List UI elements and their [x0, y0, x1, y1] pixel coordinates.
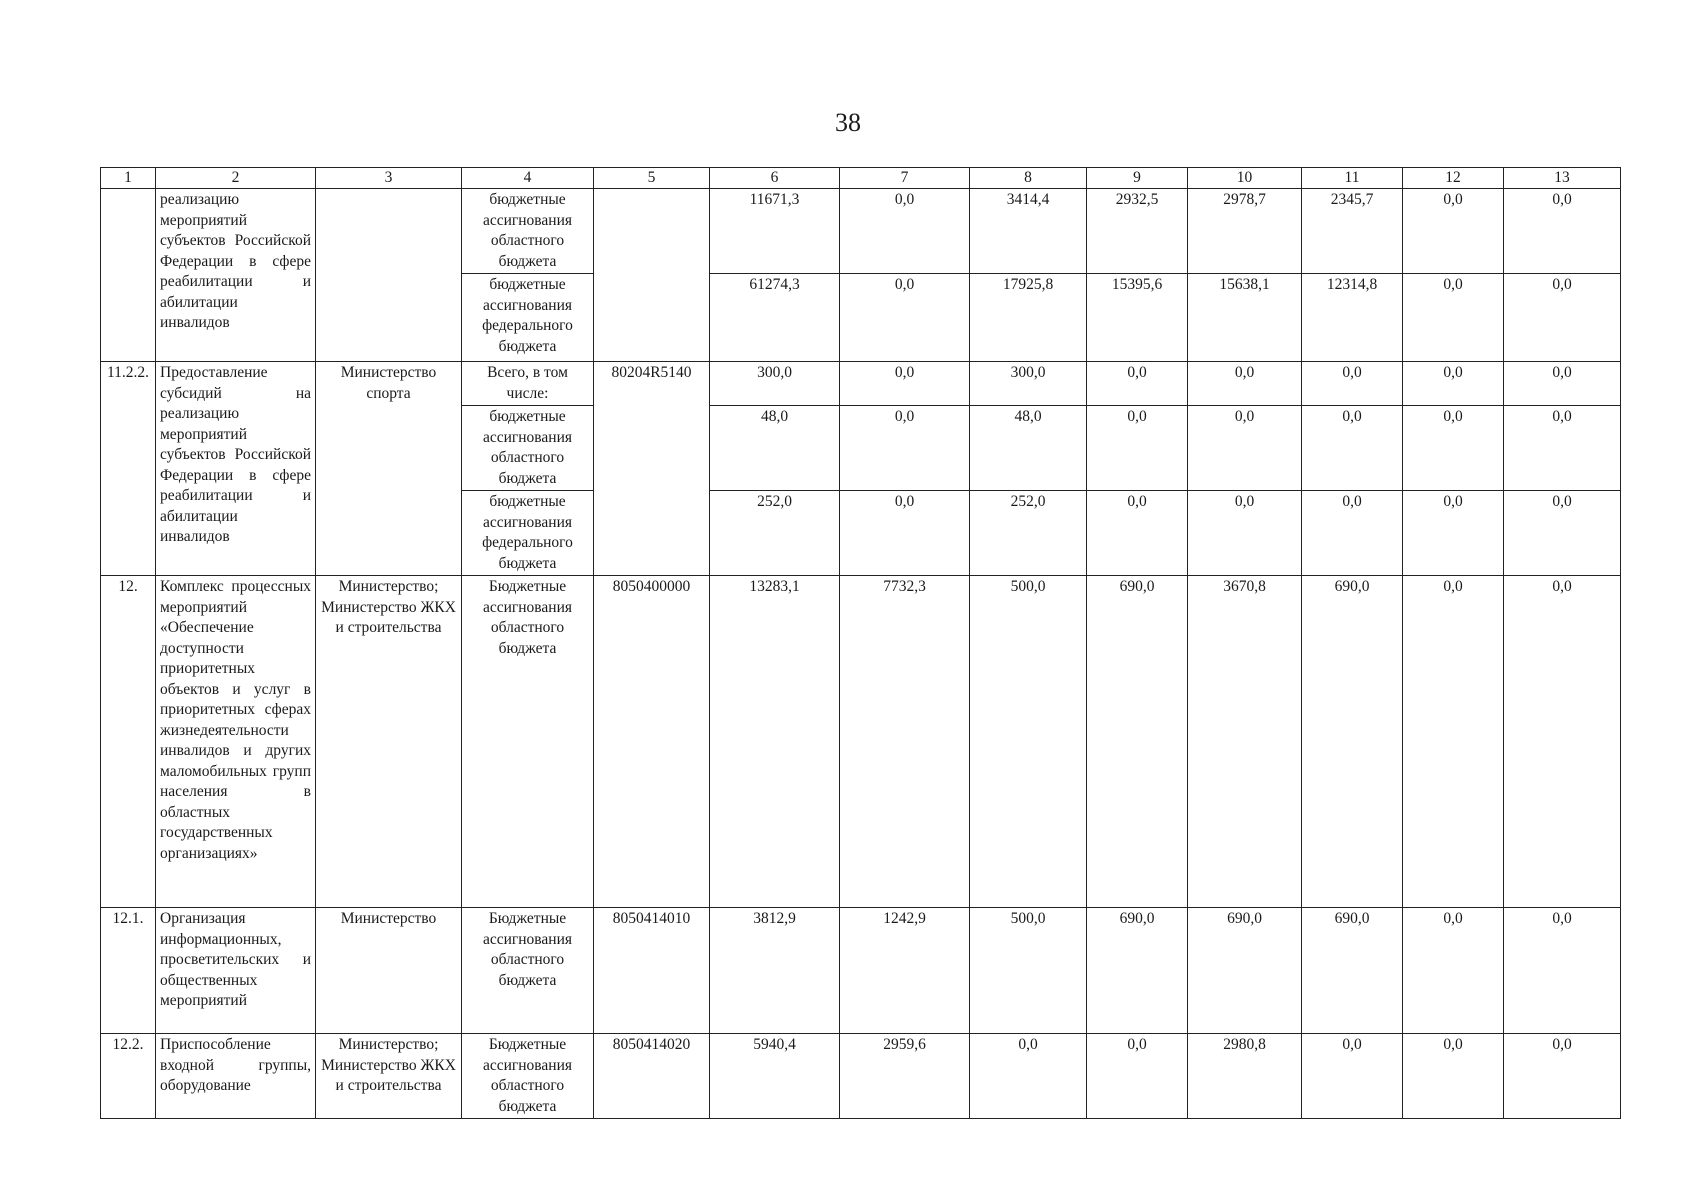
- value-cell: 252,0: [970, 491, 1087, 576]
- item-name: Приспособление входной группы, оборудование: [156, 1034, 316, 1119]
- value-cell: 48,0: [970, 406, 1087, 491]
- value-cell: 0,0: [1403, 491, 1504, 576]
- funding-source: бюджетные ассигнования федерального бюджета: [462, 274, 594, 362]
- column-header: 10: [1188, 168, 1302, 189]
- funding-source: бюджетные ассигнования областного бюджета: [462, 189, 594, 274]
- value-cell: 48,0: [710, 406, 840, 491]
- item-number: 12.2.: [101, 1034, 156, 1119]
- value-cell: 0,0: [1302, 1034, 1403, 1119]
- item-name: Организация информационных, просветительских и общественных мероприятий: [156, 908, 316, 1034]
- funding-source: Бюджетные ассигнования областного бюджета: [462, 576, 594, 908]
- value-cell: 500,0: [970, 576, 1087, 908]
- value-cell: 0,0: [1188, 362, 1302, 406]
- value-cell: 690,0: [1087, 908, 1188, 1034]
- value-cell: 11671,3: [710, 189, 840, 274]
- value-cell: 0,0: [1188, 406, 1302, 491]
- table-row: [101, 908, 1621, 1034]
- value-cell: 0,0: [840, 491, 970, 576]
- value-cell: 3812,9: [710, 908, 840, 1034]
- value-cell: 300,0: [710, 362, 840, 406]
- value-cell: 0,0: [1403, 1034, 1504, 1119]
- funding-source: Бюджетные ассигнования областного бюджета: [462, 908, 594, 1034]
- budget-code: 8050414010: [594, 908, 710, 1034]
- item-number: 12.1.: [101, 908, 156, 1034]
- funding-source: бюджетные ассигнования областного бюджета: [462, 406, 594, 491]
- value-cell: 0,0: [1504, 406, 1621, 491]
- item-executor: [316, 189, 462, 362]
- column-header: 9: [1087, 168, 1188, 189]
- value-cell: 2932,5: [1087, 189, 1188, 274]
- table-row: [101, 189, 1621, 274]
- value-cell: 2345,7: [1302, 189, 1403, 274]
- value-cell: 0,0: [1504, 908, 1621, 1034]
- value-cell: 3414,4: [970, 189, 1087, 274]
- value-cell: 0,0: [970, 1034, 1087, 1119]
- value-cell: 0,0: [840, 189, 970, 274]
- value-cell: 1242,9: [840, 908, 970, 1034]
- column-header: 8: [970, 168, 1087, 189]
- value-cell: 17925,8: [970, 274, 1087, 362]
- item-executor: Министерство; Министерство ЖКХ и строительства: [316, 1034, 462, 1119]
- column-number-row: [101, 168, 1621, 189]
- value-cell: 0,0: [1403, 189, 1504, 274]
- item-name: Предоставление субсидий на реализацию мероприятий субъектов Российской Федерации в сфере реабилитации и абилитации инвалидов: [156, 362, 316, 576]
- value-cell: 0,0: [840, 362, 970, 406]
- column-header: 1: [101, 168, 156, 189]
- item-number: [101, 189, 156, 362]
- item-executor: Министерство; Министерство ЖКХ и строительства: [316, 576, 462, 908]
- budget-table: [100, 167, 1621, 1119]
- column-header: 5: [594, 168, 710, 189]
- table-row: [101, 362, 1621, 406]
- item-name: Комплекс процессных мероприятий «Обеспечение доступности приоритетных объектов и услуг в приоритетных сферах жизнедеятельности инвалидов и других маломобильных групп населения в областных государственных организациях»: [156, 576, 316, 908]
- column-header: 13: [1504, 168, 1621, 189]
- value-cell: 0,0: [1504, 274, 1621, 362]
- value-cell: 0,0: [1087, 362, 1188, 406]
- value-cell: 2980,8: [1188, 1034, 1302, 1119]
- column-header: 7: [840, 168, 970, 189]
- value-cell: 5940,4: [710, 1034, 840, 1119]
- table-row: [101, 1034, 1621, 1119]
- value-cell: 13283,1: [710, 576, 840, 908]
- column-header: 12: [1403, 168, 1504, 189]
- value-cell: 0,0: [1403, 908, 1504, 1034]
- item-executor: Министерство: [316, 908, 462, 1034]
- value-cell: 0,0: [1087, 406, 1188, 491]
- value-cell: 0,0: [1302, 362, 1403, 406]
- funding-source: Бюджетные ассигнования областного бюджета: [462, 1034, 594, 1119]
- funding-source: бюджетные ассигнования федерального бюджета: [462, 491, 594, 576]
- value-cell: 690,0: [1188, 908, 1302, 1034]
- value-cell: 7732,3: [840, 576, 970, 908]
- value-cell: 0,0: [1504, 362, 1621, 406]
- item-name: реализацию мероприятий субъектов Российской Федерации в сфере реабилитации и абилитации инвалидов: [156, 189, 316, 362]
- budget-code: 8050414020: [594, 1034, 710, 1119]
- value-cell: 0,0: [1504, 576, 1621, 908]
- value-cell: 0,0: [1504, 1034, 1621, 1119]
- column-header: 6: [710, 168, 840, 189]
- page-number: 38: [835, 108, 861, 137]
- value-cell: 0,0: [840, 274, 970, 362]
- value-cell: 15395,6: [1087, 274, 1188, 362]
- value-cell: 0,0: [1504, 189, 1621, 274]
- value-cell: 3670,8: [1188, 576, 1302, 908]
- value-cell: 300,0: [970, 362, 1087, 406]
- value-cell: 0,0: [1403, 362, 1504, 406]
- column-header: 3: [316, 168, 462, 189]
- value-cell: 690,0: [1087, 576, 1188, 908]
- budget-code: 80204R5140: [594, 362, 710, 576]
- value-cell: 61274,3: [710, 274, 840, 362]
- value-cell: 2959,6: [840, 1034, 970, 1119]
- value-cell: 0,0: [1504, 491, 1621, 576]
- value-cell: 252,0: [710, 491, 840, 576]
- column-header: 11: [1302, 168, 1403, 189]
- value-cell: 0,0: [1087, 1034, 1188, 1119]
- value-cell: 0,0: [1403, 274, 1504, 362]
- value-cell: 2978,7: [1188, 189, 1302, 274]
- value-cell: 0,0: [840, 406, 970, 491]
- value-cell: 0,0: [1087, 491, 1188, 576]
- item-number: 11.2.2.: [101, 362, 156, 576]
- column-header: 2: [156, 168, 316, 189]
- value-cell: 0,0: [1302, 406, 1403, 491]
- value-cell: 15638,1: [1188, 274, 1302, 362]
- budget-code: [594, 189, 710, 362]
- item-executor: Министерство спорта: [316, 362, 462, 576]
- item-number: 12.: [101, 576, 156, 908]
- value-cell: 500,0: [970, 908, 1087, 1034]
- value-cell: 0,0: [1188, 491, 1302, 576]
- value-cell: 690,0: [1302, 576, 1403, 908]
- budget-code: 8050400000: [594, 576, 710, 908]
- value-cell: 690,0: [1302, 908, 1403, 1034]
- value-cell: 0,0: [1403, 576, 1504, 908]
- column-header: 4: [462, 168, 594, 189]
- value-cell: 0,0: [1302, 491, 1403, 576]
- value-cell: 0,0: [1403, 406, 1504, 491]
- table-row: [101, 576, 1621, 908]
- funding-source: Всего, в том числе:: [462, 362, 594, 406]
- value-cell: 12314,8: [1302, 274, 1403, 362]
